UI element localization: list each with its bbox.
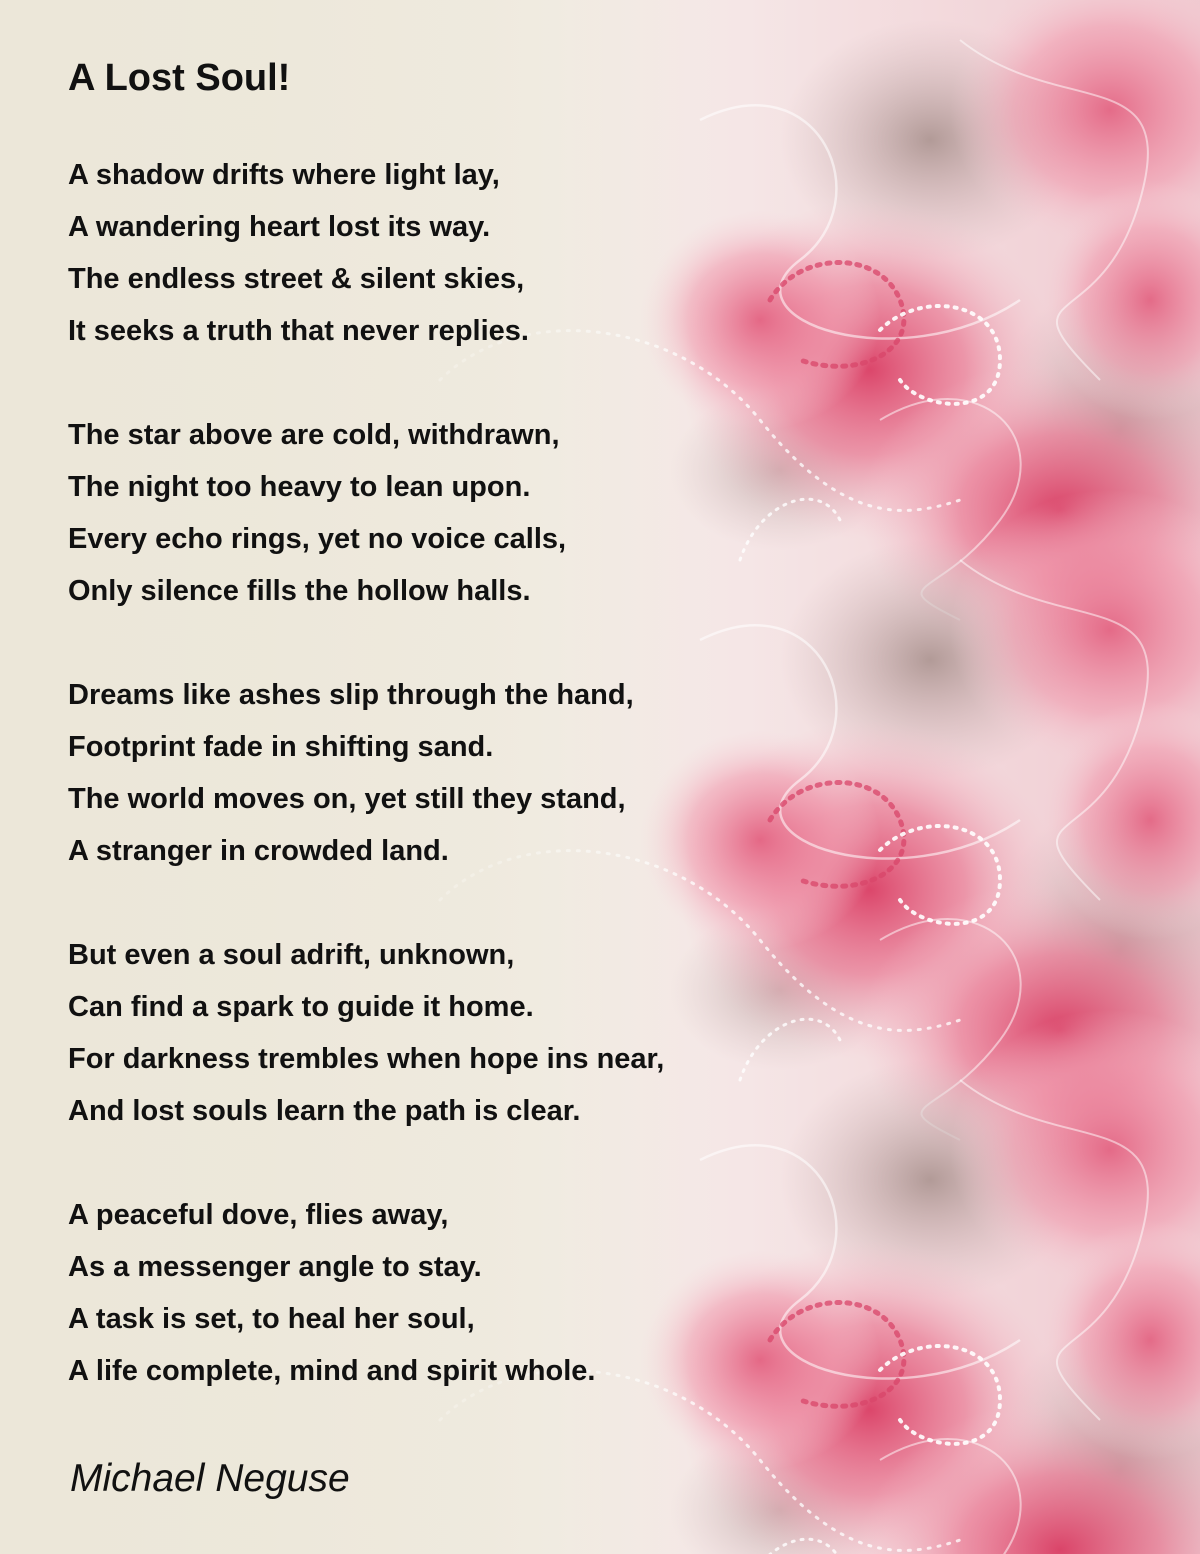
poem-line: As a messenger angle to stay. xyxy=(68,1251,482,1283)
poem-line: For darkness trembles when hope ins near, xyxy=(68,1043,665,1075)
stanza-3 xyxy=(68,669,664,877)
poem-line: The endless street & silent skies, xyxy=(68,263,525,295)
poem-line: Every echo rings, yet no voice calls, xyxy=(68,523,567,555)
poem-line: The night too heavy to lean upon. xyxy=(68,471,531,503)
poem-line: The world moves on, yet still they stand, xyxy=(68,783,626,815)
poem-line: A peaceful dove, flies away, xyxy=(68,1199,449,1231)
stanza-5 xyxy=(68,1189,664,1397)
poem-line: Dreams like ashes slip through the hand, xyxy=(68,679,634,711)
poem-body xyxy=(68,149,664,1449)
poem-line: It seeks a truth that never replies. xyxy=(68,315,529,347)
stanza-2 xyxy=(68,409,664,617)
poem-line: But even a soul adrift, unknown, xyxy=(68,939,515,971)
poem-line: A stranger in crowded land. xyxy=(68,835,449,867)
poem-line: A task is set, to heal her soul, xyxy=(68,1303,475,1335)
poem-line: A shadow drifts where light lay, xyxy=(68,159,500,191)
poem-line: Only silence fills the hollow halls. xyxy=(68,575,531,607)
stanza-4 xyxy=(68,929,664,1137)
poem-line: Footprint fade in shifting sand. xyxy=(68,731,494,763)
poem-title: A Lost Soul! xyxy=(68,57,291,99)
poem-line: Can find a spark to guide it home. xyxy=(68,991,534,1023)
poem-line: The star above are cold, withdrawn, xyxy=(68,419,560,451)
author-name: Michael Neguse xyxy=(70,1457,350,1500)
poem-line: A wandering heart lost its way. xyxy=(68,211,491,243)
stanza-1 xyxy=(68,149,664,357)
poem-line: A life complete, mind and spirit whole. xyxy=(68,1355,596,1387)
poem-line: And lost souls learn the path is clear. xyxy=(68,1095,581,1127)
